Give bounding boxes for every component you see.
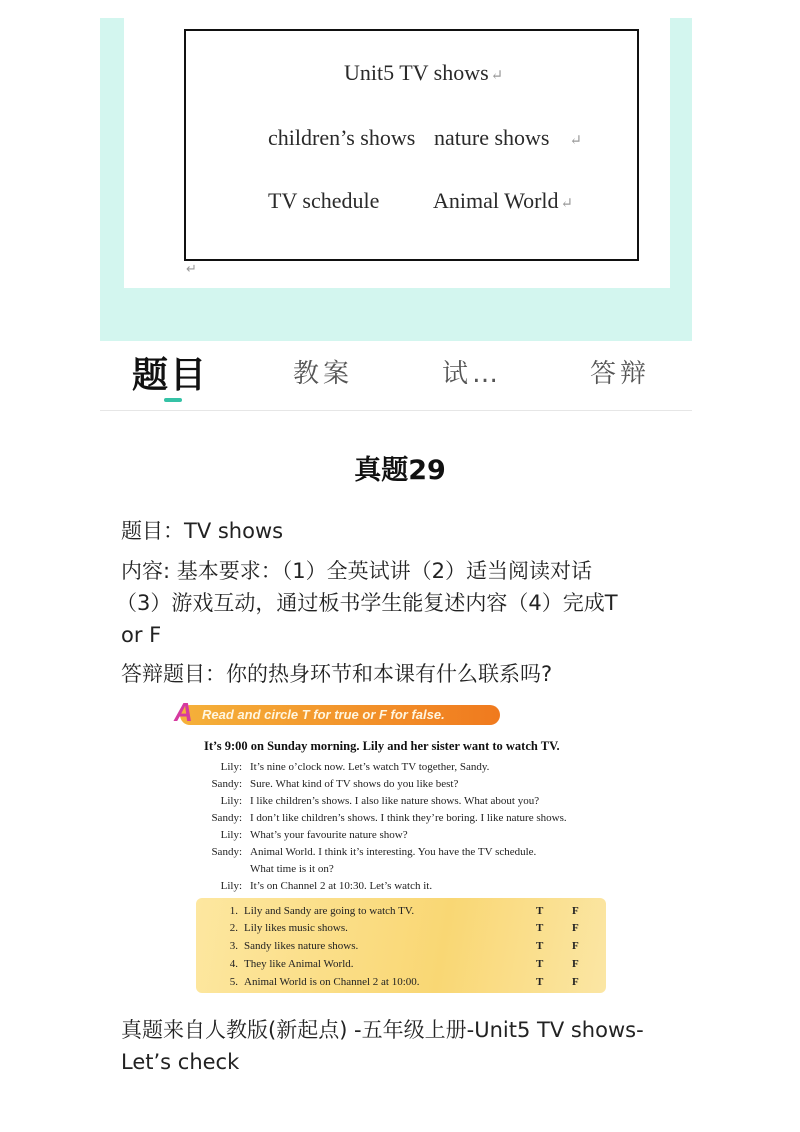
question-content-line: or F [121,623,162,647]
speaker: Lily: [220,761,242,773]
defense-question: 答辩题目：你的热身环节和本课有什么联系吗? [121,662,553,686]
board-word: nature shows [434,125,550,150]
return-mark-icon: ↵ [569,133,583,149]
false-option: F [572,976,579,988]
board-frame [184,29,639,261]
statement-number: 3. [229,940,238,952]
false-option: F [572,922,579,934]
statement-text: Lily likes music shows. [244,922,348,934]
board-design-image [100,18,692,341]
board-word: TV schedule [268,188,380,213]
true-option: T [536,958,544,970]
statement-text: They like Animal World. [244,958,354,970]
board-word: Animal World [433,188,559,213]
textbook-image [174,697,610,1001]
true-option: T [536,976,544,988]
return-mark-icon: ↵ [186,262,197,277]
board-word: children’s shows [268,125,416,150]
dialogue-heading: It’s 9:00 on Sunday morning. Lily and her sister want to watch TV. [204,739,560,753]
dialogue-text: I don’t like children’s shows. I think they’re boring. I like nature shows. [250,812,567,824]
statement-number: 2. [229,922,238,934]
question-source-line: 真题来自人教版(新起点) -五年级上册-Unit5 TV shows- [121,1018,644,1042]
instruction-banner [174,697,500,727]
tab-bar [100,341,692,411]
banner-instruction: Read and circle T for true or F for false. [202,707,445,722]
section-letter: A [174,697,193,727]
board-word-group [433,188,573,214]
speaker: Lily: [220,880,242,892]
question-topic: 题目：TV shows [121,519,284,543]
tab-trial-lecture[interactable]: 试… [442,359,503,389]
question-source-line: Let’s check [121,1050,240,1074]
tab-defense[interactable]: 答辩 [590,359,651,389]
dialogue-text: It’s on Channel 2 at 10:30. Let’s watch it. [250,880,433,892]
speaker: Lily: [220,829,242,841]
board-paper [124,18,670,288]
question-title: 真题29 [354,455,446,486]
false-option: F [572,940,579,952]
return-mark-icon: ↵ [490,68,504,84]
statement-number: 5. [229,976,238,988]
false-option: F [572,958,579,970]
dialogue-text: Sure. What kind of TV shows do you like best? [250,778,459,790]
true-option: T [536,922,544,934]
statement-text: Sandy likes nature shows. [244,940,359,952]
true-option: T [536,905,544,917]
dialogue-text: What time is it on? [250,863,334,875]
active-tab-indicator [164,398,182,402]
tab-question[interactable]: 题目 [132,355,209,396]
dialogue-text: What’s your favourite nature show? [250,829,408,841]
statement-number: 1. [229,905,238,917]
question-content-line: （3）游戏互动，通过板书学生能复述内容（4）完成T [116,591,618,615]
board-word-group [434,125,582,151]
board-title-text: Unit5 TV shows [344,60,489,85]
board-title [344,60,503,86]
speaker: Sandy: [211,778,242,790]
speaker: Lily: [220,795,242,807]
statement-text: Animal World is on Channel 2 at 10:00. [244,976,420,988]
statement-number: 4. [229,958,238,970]
dialogue-text: I like children’s shows. I also like nature shows. What about you? [250,795,540,807]
dialogue-text: It’s nine o’clock now. Let’s watch TV together, Sandy. [250,761,490,773]
speaker: Sandy: [211,812,242,824]
statement-text: Lily and Sandy are going to watch TV. [244,905,415,917]
tab-lesson-plan[interactable]: 教案 [293,359,354,389]
dialogue-text: Animal World. I think it’s interesting. You have the TV schedule. [250,846,537,858]
speaker: Sandy: [211,846,242,858]
question-content-line: 内容: 基本要求：（1）全英试讲（2）适当阅读对话 [121,559,592,583]
true-option: T [536,940,544,952]
false-option: F [572,905,579,917]
return-mark-icon: ↵ [560,196,574,212]
